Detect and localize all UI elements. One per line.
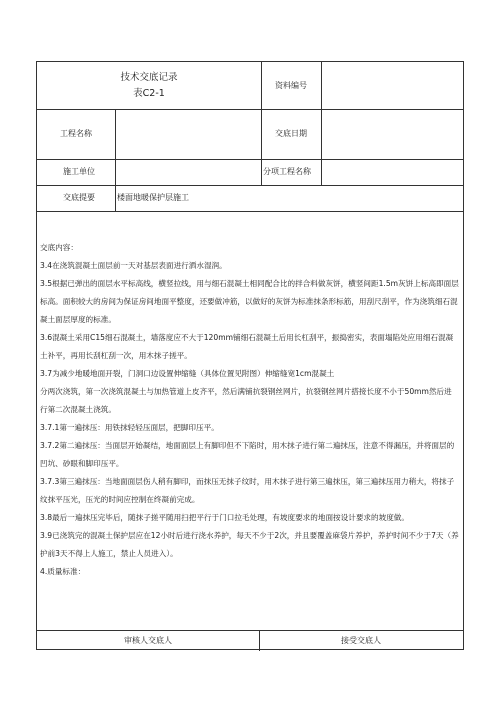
row-divider bbox=[37, 211, 463, 212]
content-paragraph: 3.4在浇筑混凝土面层前一天对基层表面进行洒水湿润。 bbox=[40, 261, 227, 270]
content-paragraph: 3.9已浇筑完的混凝土保护层应在12小时后进行浇水养护，每天不少于2次，并且要覆盖麻袋片养护，养护时间不少于7天（养护前3天不得上人施工，禁止人员进入）。 bbox=[40, 531, 459, 558]
content-paragraph: 3.5根据已弹出的面层水平标高线，横竖拉线，用与细石混凝土相同配合比的拌合料做灰饼，横竖间距1.5m灰饼上标高即面层标高。面积较大的房间为保证房间地面平整度，还要做冲筋，以做好的灰饼为标准抹条形标筋，用刮尺刮平，作为浇筑细石混凝土面层厚度的标准。 bbox=[40, 279, 459, 324]
form-title-main: 技术交底记录 bbox=[120, 72, 178, 84]
project-name-value bbox=[119, 109, 259, 159]
receiver-signature-label: 接受交底人 bbox=[341, 635, 381, 645]
technical-disclosure-form bbox=[36, 61, 464, 650]
doc-number-value bbox=[325, 62, 463, 109]
column-divider bbox=[115, 109, 116, 211]
content-paragraph: 分两次浇筑，第一次浇筑混凝土与加热管道上皮齐平，然后满铺抗裂钢丝网片，抗裂钢丝网片搭接长度不小于50mm然后进行第二次混凝土浇筑。 bbox=[40, 387, 452, 414]
summary-value: 楼面地暖保护层施工 bbox=[117, 193, 189, 203]
content-paragraph: 4.质量标准： bbox=[40, 567, 86, 576]
disclosure-date-label: 交底日期 bbox=[275, 129, 307, 139]
doc-number-label: 资料编号 bbox=[275, 80, 307, 90]
form-code: 表C2-1 bbox=[133, 87, 165, 99]
content-paragraph: 3.8最后一遍抹压完毕后，随抹子搓平随用扫把平行于门口拉毛处理，有坡度要求的地面按设计要求的坡度做。 bbox=[40, 513, 409, 522]
subproject-value bbox=[325, 159, 463, 185]
summary-label: 交底提要 bbox=[63, 193, 95, 203]
disclosure-date-value bbox=[325, 109, 463, 159]
content-paragraph: 3.6混凝土采用C15细石混凝土，墙落度应不大于120mm铺细石混凝土后用长杠刮平，振捣密实，表面塌陷处应用细石混凝土补平，再用长刮杠刮一次，用木抹子搓平。 bbox=[40, 333, 454, 360]
content-paragraph: 3.7.2第二遍抹压：当面层开始凝结，地面面层上有脚印但不下陷时，用木抹子进行第二遍抹压，注意不得漏压，并将面层的凹坑、砂眼和脚印压平。 bbox=[40, 441, 455, 468]
content-heading: 交底内容： bbox=[40, 243, 78, 252]
subproject-label: 分项工程名称 bbox=[263, 167, 311, 177]
project-name-label: 工程名称 bbox=[60, 129, 92, 139]
contractor-label: 施工单位 bbox=[63, 167, 95, 177]
content-paragraph: 3.7.3第三遍抹压：当地面面层伤人稍有脚印，而抹压无抹子纹时，用木抹子进行第三遍抹压，第三遍抹压用力稍大，将抹子纹抹平压光，压光的时间应控制在终凝前完成。 bbox=[40, 477, 455, 504]
reviewer-signature-label: 审核人交底人 bbox=[124, 635, 172, 645]
disclosure-content bbox=[40, 239, 459, 581]
column-divider bbox=[321, 62, 322, 185]
content-paragraph: 3.7为减少地暖地面开裂，门洞口边设置伸缩缝（具体位置见附图）伸缩缝宽1cm混凝土 bbox=[40, 369, 335, 378]
content-paragraph: 3.7.1第一遍抹压：用铁抹轻轻压面层，把脚印压平。 bbox=[40, 423, 219, 432]
contractor-value bbox=[119, 159, 259, 185]
form-title bbox=[37, 62, 261, 109]
